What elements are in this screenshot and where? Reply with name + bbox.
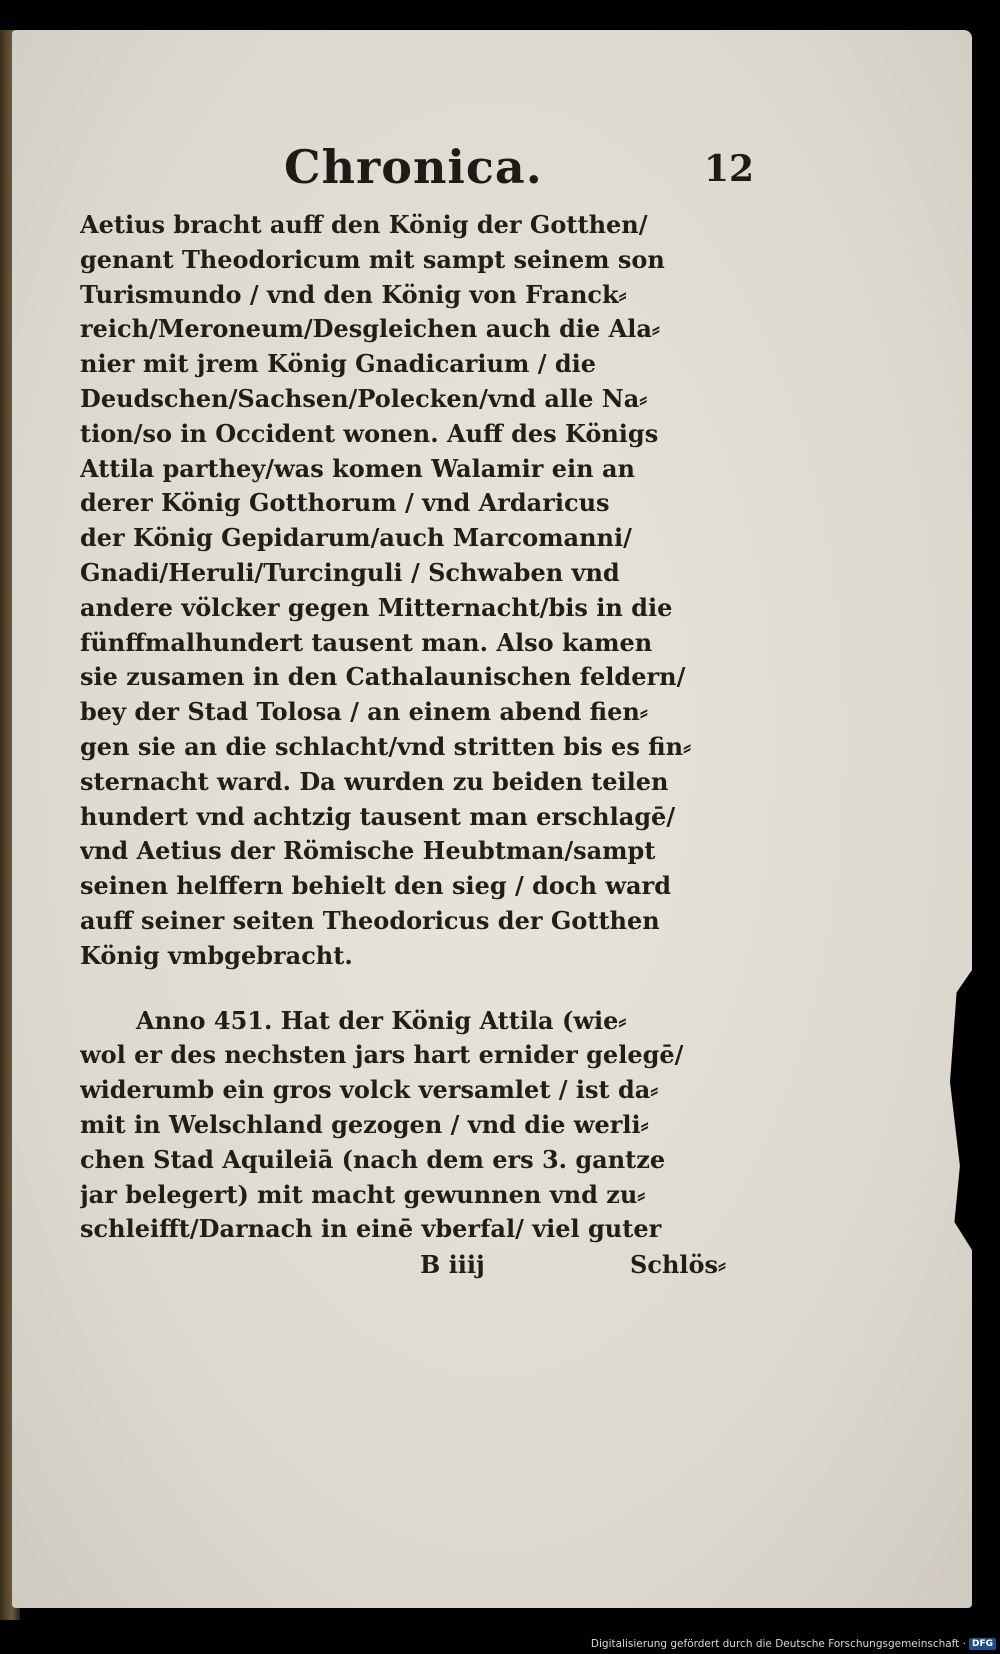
text-line: fünffmalhundert tausent man. Also kamen <box>80 627 653 657</box>
dfg-logo: DFG <box>969 1638 996 1650</box>
text-line: gen sie an die schlacht/vnd stritten bis es fin⸗ <box>80 731 692 761</box>
text-line: schleifft/Darnach in einē vberfal/ viel guter <box>80 1214 662 1244</box>
running-title: Chronica. <box>284 140 543 194</box>
text-line: derer König Gotthorum / vnd Ardaricus <box>80 488 610 518</box>
text-line: tion/so in Occident wonen. Auff des Königs <box>80 418 659 448</box>
text-line: hundert vnd achtzig tausent man erschlagē/ <box>80 801 676 831</box>
text-line: widerumb ein gros volck versamlet / ist da⸗ <box>80 1075 659 1105</box>
paragraph-2 <box>80 1004 780 1248</box>
text-line: chen Stad Aquileiā (nach dem ers 3. gantze <box>80 1144 666 1174</box>
text-line: sie zusamen in den Cathalaunischen feldern/ <box>80 662 686 692</box>
text-line: Aetius bracht auff den König der Gotthen/ <box>80 210 648 239</box>
paragraph-1 <box>80 208 780 974</box>
text-line: Turismundo / vnd den König von Franck⸗ <box>80 279 627 309</box>
paragraph-gap <box>80 974 780 1004</box>
text-line: König vmbgebracht. <box>80 940 353 970</box>
credit-text: Digitalisierung gefördert durch die Deutsche Forschungsgemeinschaft · <box>590 1638 966 1650</box>
text-line: der König Gepidarum/auch Marcomanni/ <box>80 523 632 553</box>
text-line: nier mit jrem König Gnadicarium / die <box>80 349 596 379</box>
text-line: Gnadi/Heruli/Turcinguli / Schwaben vnd <box>80 557 620 587</box>
catchword: Schlös⸗ <box>630 1250 727 1280</box>
page-header <box>12 140 972 210</box>
text-line: Attila parthey/was komen Walamir ein an <box>80 453 635 483</box>
text-line: Anno 451. Hat der König Attila (wie⸗ <box>136 1005 627 1035</box>
text-line: jar belegert) mit macht gewunnen vnd zu⸗ <box>80 1179 646 1209</box>
signature-line <box>80 1247 780 1283</box>
page-damage <box>950 970 972 1250</box>
text-line: wol er des nechsten jars hart ernider gelegē/ <box>80 1040 684 1070</box>
text-line: sternacht ward. Da wurden zu beiden teilen <box>80 766 669 796</box>
text-block <box>80 208 780 1283</box>
text-line: andere völcker gegen Mitternacht/bis in die <box>80 592 673 622</box>
text-line: vnd Aetius der Römische Heubtman/sampt <box>80 836 656 866</box>
text-line: Deudschen/Sachsen/Polecken/vnd alle Na⸗ <box>80 383 648 413</box>
text-line: seinen helffern behielt den sieg / doch ward <box>80 871 671 901</box>
text-line: auff seiner seiten Theodoricus der Gotthen <box>80 905 660 935</box>
text-line: genant Theodoricum mit sampt seinem son <box>80 244 665 274</box>
text-line: mit in Welschland gezogen / vnd die werli⸗ <box>80 1109 649 1139</box>
text-line: reich/Meroneum/Desgleichen auch die Ala⸗ <box>80 314 660 344</box>
page-number: 12 <box>704 148 755 190</box>
book-page <box>12 30 972 1608</box>
digitization-credit <box>591 1638 996 1650</box>
signature-mark: B iiij <box>420 1250 485 1280</box>
text-line: bey der Stad Tolosa / an einem abend fien⸗ <box>80 697 648 727</box>
